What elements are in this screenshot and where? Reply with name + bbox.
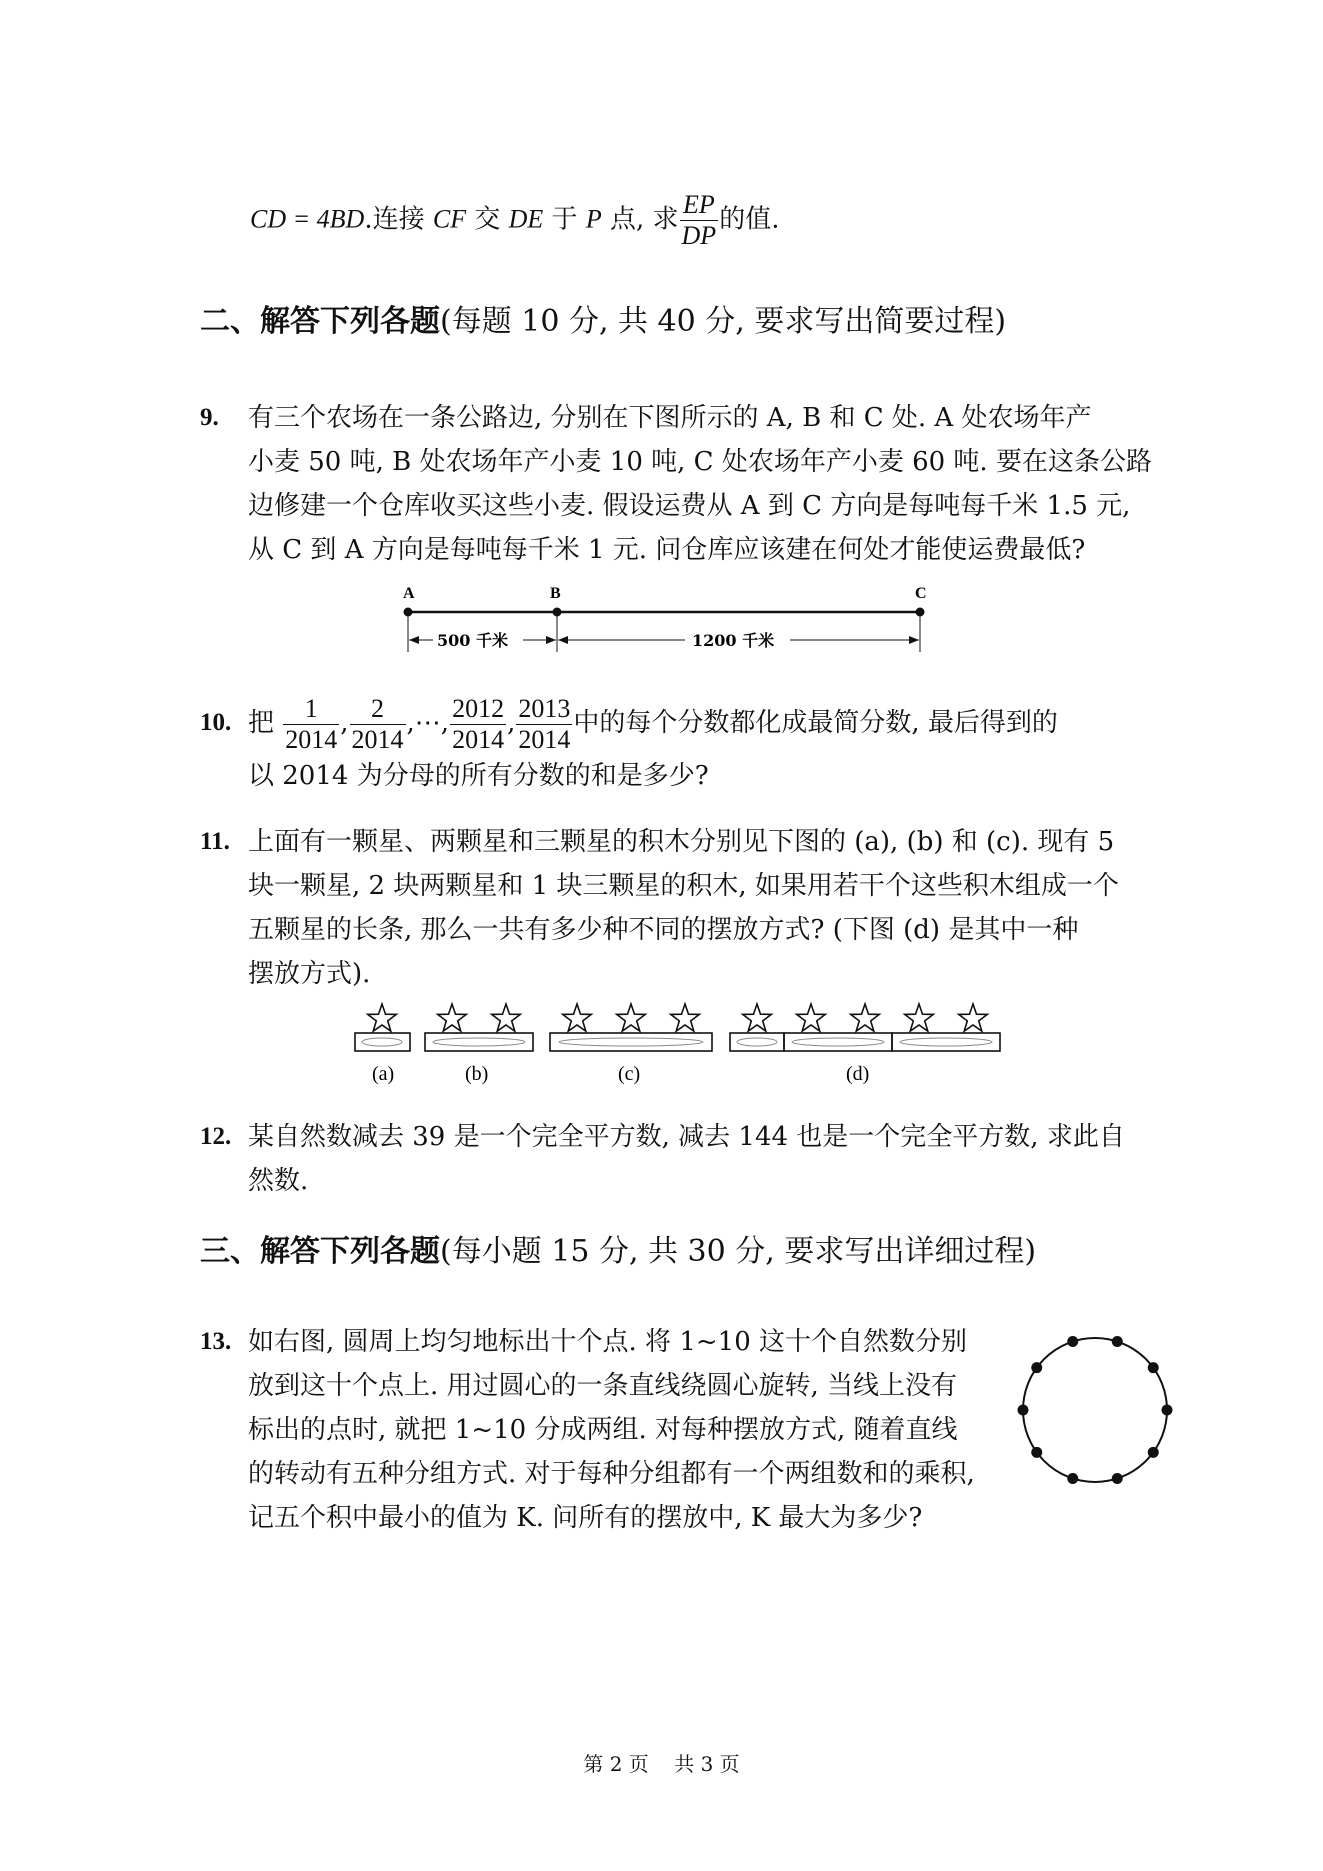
text-line: 从 C 到 A 方向是每吨每千米 1 元. 问仓库应该建在何处才能使运费最低? bbox=[248, 535, 1086, 565]
circle-point bbox=[1031, 1362, 1042, 1373]
point-a-label: A bbox=[403, 585, 415, 602]
question-10-line-1: 把 $\frac{1}{2014}$ , $\frac{2}{2014}$ ,⋯, $\frac{2012}{2014}$ , $\frac{2013}{2014}$ 中的每个分数都化成最简分数, 最后得到的 bbox=[248, 693, 1058, 754]
text-line: 五颗星的长条, 那么一共有多少种不同的摆放方式? (下图 (d) 是其中一种 bbox=[248, 915, 1079, 945]
section-note: (每题 10 分, 共 40 分, 要求写出简要过程) bbox=[440, 304, 1007, 339]
block-one-star bbox=[355, 1004, 410, 1051]
circle-point bbox=[1162, 1405, 1173, 1416]
text-line: 小麦 50 吨, B 处农场年产小麦 10 吨, C 处农场年产小麦 60 吨. 要在这条公路 bbox=[248, 447, 1152, 477]
question-number: 11. bbox=[200, 828, 230, 855]
text-line: 块一颗星, 2 块两颗星和 1 块三颗星的积木, 如果用若干个这些积木组成一个 bbox=[248, 871, 1119, 901]
label-a: (a) bbox=[372, 1063, 395, 1085]
question-number: 12. bbox=[200, 1123, 232, 1150]
circle-point bbox=[1067, 1473, 1078, 1484]
math-p: P bbox=[585, 204, 602, 234]
point-b-label: B bbox=[550, 585, 561, 602]
point-c-label: C bbox=[915, 585, 927, 602]
math-cd-4bd: CD = 4BD bbox=[250, 204, 365, 234]
question-12-text bbox=[248, 1115, 1125, 1203]
text-line: 然数. bbox=[248, 1166, 309, 1196]
circle-point bbox=[1148, 1447, 1159, 1458]
circle-point bbox=[1112, 1473, 1123, 1484]
question-number: 10. bbox=[200, 709, 232, 736]
circle-point bbox=[1018, 1405, 1029, 1416]
star-blocks-diagram bbox=[350, 995, 1010, 1095]
question-10-line-2: 以 2014 为分母的所有分数的和是多少? bbox=[248, 761, 709, 791]
text-line: 某自然数减去 39 是一个完全平方数, 减去 144 也是一个完全平方数, 求此自 bbox=[248, 1122, 1125, 1152]
text: 于 bbox=[543, 204, 586, 235]
circle-point bbox=[1112, 1336, 1123, 1347]
section-note: (每小题 15 分, 共 30 分, 要求写出详细过程) bbox=[440, 1234, 1037, 1269]
distance-ab-label: 500 千米 bbox=[437, 631, 508, 650]
text: 点, 求 bbox=[601, 204, 679, 235]
label-d: (d) bbox=[846, 1063, 870, 1085]
section-2-heading bbox=[200, 300, 1006, 344]
question-number: 13. bbox=[200, 1328, 232, 1355]
text-line: 放到这十个点上. 用过圆心的一条直线绕圆心旋转, 当线上没有 bbox=[248, 1371, 958, 1401]
math-de: DE bbox=[508, 204, 544, 234]
text-line: 标出的点时, 就把 1~10 分成两组. 对每种摆放方式, 随着直线 bbox=[248, 1415, 958, 1445]
circle-points bbox=[1018, 1336, 1173, 1484]
math-cf: CF bbox=[432, 204, 467, 234]
fraction: $\frac{1}{2014}$ bbox=[285, 693, 338, 754]
question-number: 9. bbox=[200, 404, 219, 431]
label-b: (b) bbox=[465, 1063, 489, 1085]
circle-point bbox=[1067, 1336, 1078, 1347]
fraction: $\frac{2013}{2014}$ bbox=[518, 693, 571, 754]
circle bbox=[1023, 1338, 1167, 1482]
question-9-text bbox=[248, 396, 1152, 572]
distance-bc-label: 1200 千米 bbox=[692, 631, 775, 650]
section-title: 二、解答下列各题 bbox=[200, 304, 440, 339]
continuation-line bbox=[250, 190, 779, 251]
five-star-strip bbox=[730, 1004, 1000, 1051]
text: 的值. bbox=[719, 204, 780, 235]
text-line: 上面有一颗星、两颗星和三颗星的积木分别见下图的 (a), (b) 和 (c). 现有 5 bbox=[248, 827, 1115, 857]
question-13-text bbox=[248, 1320, 975, 1540]
block-two-star bbox=[425, 1004, 533, 1051]
text-line: 有三个农场在一条公路边, 分别在下图所示的 A, B 和 C 处. A 处农场年产 bbox=[248, 403, 1092, 433]
circle-point bbox=[1031, 1447, 1042, 1458]
section-3-heading bbox=[200, 1230, 1036, 1274]
circle-ten-points-diagram bbox=[1015, 1330, 1175, 1490]
label-c: (c) bbox=[618, 1063, 641, 1085]
section-title: 三、解答下列各题 bbox=[200, 1234, 440, 1269]
block-three-star bbox=[550, 1004, 712, 1051]
circle-point bbox=[1148, 1362, 1159, 1373]
text: 中的每个分数都化成最简分数, 最后得到的 bbox=[573, 708, 1058, 738]
text-line: 的转动有五种分组方式. 对于每种分组都有一个两组数和的乘积, bbox=[248, 1459, 975, 1489]
text-line: 摆放方式). bbox=[248, 959, 371, 989]
text-line: 边修建一个仓库收买这些小麦. 假设运费从 A 到 C 方向是每吨每千米 1.5 元, bbox=[248, 491, 1131, 521]
fraction: $\frac{2012}{2014}$ bbox=[452, 693, 505, 754]
text: .连接 bbox=[364, 204, 433, 235]
page-footer: 第 2 页 共 3 页 bbox=[583, 1752, 740, 1776]
text: 交 bbox=[466, 204, 509, 235]
fraction-ep-dp: $\frac{EP}{DP}$ bbox=[681, 190, 717, 250]
text: 把 bbox=[248, 708, 275, 738]
fraction: $\frac{2}{2014}$ bbox=[351, 693, 404, 754]
text-line: 如右图, 圆周上均匀地标出十个点. 将 1~10 这十个自然数分别 bbox=[248, 1327, 967, 1357]
text-line: 记五个积中最小的值为 K. 问所有的摆放中, K 最大为多少? bbox=[248, 1503, 923, 1533]
farm-road-diagram bbox=[395, 580, 940, 660]
question-11-text bbox=[248, 820, 1119, 996]
